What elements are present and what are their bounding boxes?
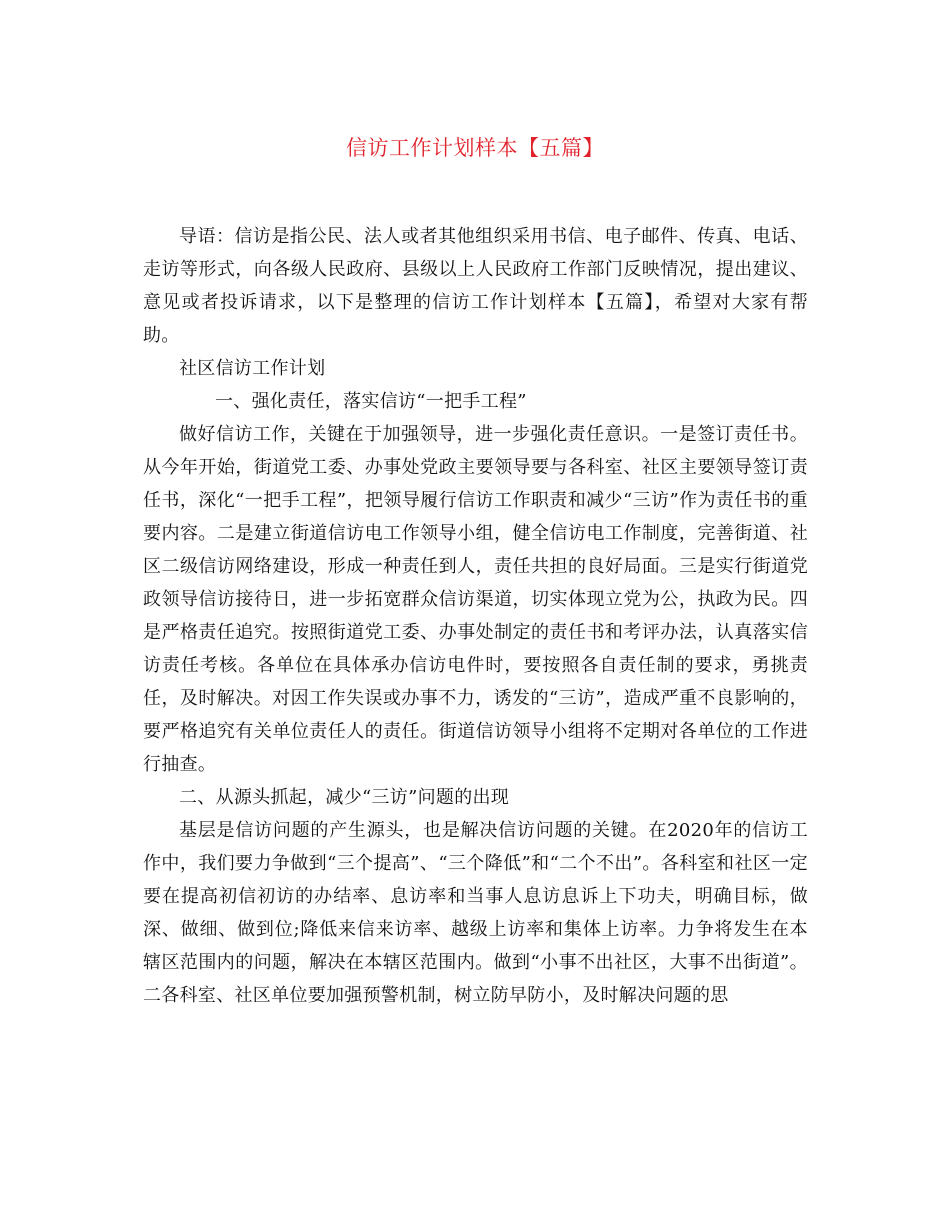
intro-paragraph: 导语：信访是指公民、法人或者其他组织采用书信、电子邮件、传真、电话、走访等形式，向各级人民政府、县级以上人民政府工作部门反映情况，提出建议、意见或者投诉请求，以下是整理的信访工作计划样本【五篇】，希望对大家有帮助。 — [143, 226, 808, 346]
paragraph-2: 基层是信访问题的产生源头，也是解决信访问题的关键。在2020年的信访工作中，我们要力争做到“三个提高”、“三个降低”和“二个不出”。各科室和社区一定要在提高初信初访的办结率、息访率和当事人息访息诉上下功夫，明确目标，做深、做细、做到位;降低来信来访率、越级上访率和集体上访率。力争将发生在本辖区范围内的问题，解决在本辖区范围内。做到“小事不出社区，大事不出街道”。二各科室、社区单位要加强预警机制，树立防早防小，及时解决问题的思 — [143, 820, 808, 1006]
section-title: 社区信访工作计划 — [179, 358, 326, 379]
paragraph-1: 做好信访工作，关键在于加强领导，进一步强化责任意识。一是签订责任书。从今年开始，街道党工委、办事处党政主要领导要与各科室、社区主要领导签订责任书，深化“一把手工程”，把领导履行信访工作职责和减少“三访”作为责任书的重要内容。二是建立街道信访电工作领导小组，健全信访电工作制度，完善街道、社区二级信访网络建设，形成一种责任到人，责任共担的良好局面。三是实行街道党政领导信访接待日，进一步拓宽群众信访渠道，切实体现立党为公，执政为民。四是严格责任追究。按照街道党工委、办事处制定的责任书和考评办法，认真落实信访责任考核。各单位在具体承办信访电件时，要按照各自责任制的要求，勇挑责任，及时解决。对因工作失误或办事不力，诱发的“三访”，造成严重不良影响的，要严格追究有关单位责任人的责任。街道信访领导小组将不定期对各单位的工作进行抽查。 — [143, 424, 808, 775]
document-title: 信访工作计划样本【五篇】 — [346, 136, 604, 160]
heading-1: 一、强化责任，落实信访“一把手工程” — [215, 391, 527, 412]
document-body — [143, 220, 808, 1012]
heading-2: 二、从源头抓起，减少“三访”问题的出现 — [179, 787, 510, 808]
